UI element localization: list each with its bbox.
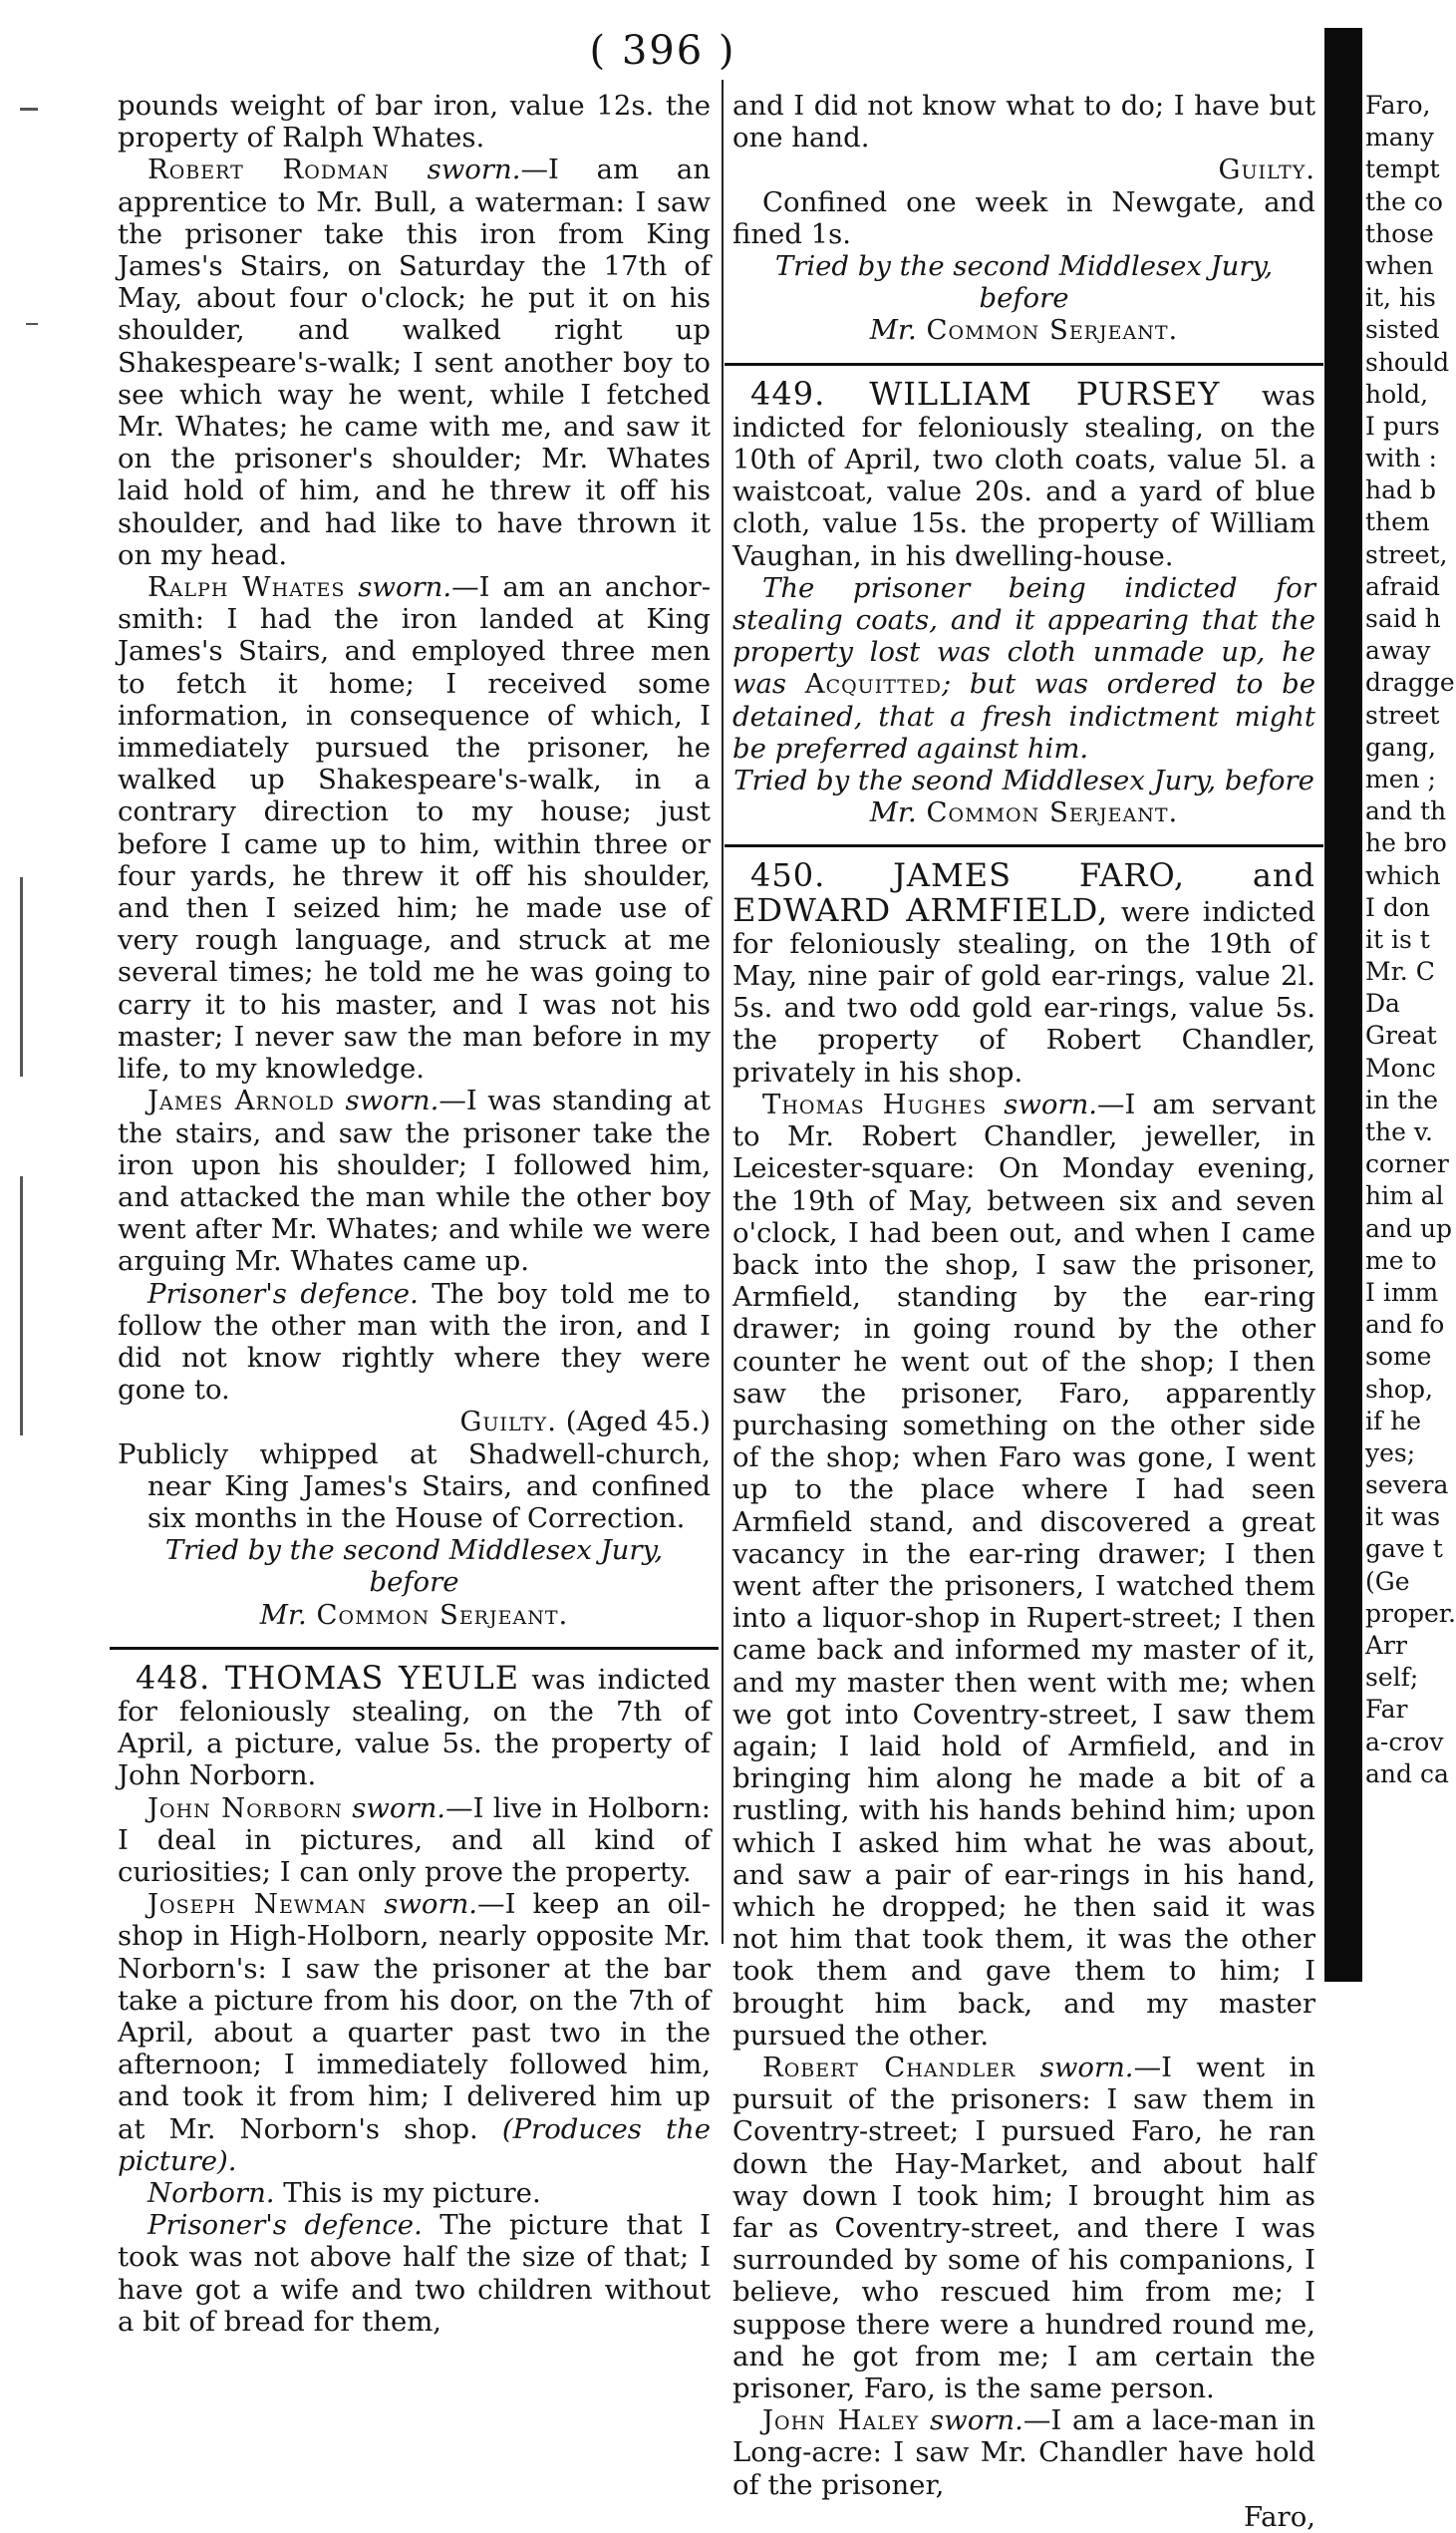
next-page-line: corner (1365, 1149, 1449, 1179)
italic-text: sworn. (987, 1088, 1098, 1120)
next-page-line: Far (1365, 1695, 1408, 1725)
paragraph (118, 2177, 711, 2209)
page-number: ( 396 ) (589, 28, 736, 74)
italic-text: sworn. (342, 1791, 446, 1824)
next-page-line: self; (1365, 1663, 1419, 1693)
text-run: pounds weight of bar iron, value 12s. the property of Ralph Whates. (118, 90, 711, 155)
paragraph (732, 572, 1315, 765)
next-page-line: yes; (1365, 1437, 1416, 1467)
section-rule (110, 1647, 719, 1650)
next-page-line: if he (1365, 1406, 1422, 1435)
witness-name: John Haley (762, 2404, 920, 2437)
next-page-line: which (1365, 860, 1441, 890)
next-page-line: men ; (1365, 764, 1436, 793)
witness-name: Common Serjeant. (916, 796, 1179, 829)
next-page-line: I don (1365, 892, 1430, 922)
next-page-line: dragge (1365, 668, 1455, 698)
next-page-line: street, (1365, 539, 1448, 569)
text-run: The boy told me to follow the other man with the iron, and I did not know rightly where they were gone to. (118, 1277, 712, 1407)
paragraph (118, 1278, 711, 1407)
paragraph (118, 1406, 711, 1437)
jury-note (118, 1534, 711, 1598)
scan-margin-marks (0, 0, 40, 2103)
next-page-line: proper. (1365, 1598, 1456, 1628)
next-page-line: the co (1365, 186, 1443, 216)
italic-text: sworn. (367, 1888, 478, 1921)
text-run: This is my picture. (274, 2177, 541, 2209)
text-run: —I am an apprentice to Mr. Bull, a waterman: I saw the prisoner take this iron from King James's Stairs, on Saturday the 17th of May, about four o'clock; he put it on his shoulder, and walked right up Shakespeare's-walk; I sent another boy to see which way he went, while I fetched Mr. Whates; he came with me, and saw it on the prisoner's shoulder; Mr. Whates laid hold of him, and he threw it off his shoulder, and had like to have thrown it on my head. (118, 154, 711, 571)
paragraph (118, 1438, 711, 1535)
italic-text: Prisoner's defence. (147, 2209, 423, 2242)
paragraph (732, 2501, 1315, 2533)
italic-text: Prisoner's defence. (147, 1277, 419, 1310)
italic-text: Mr. (259, 1598, 307, 1631)
italic-text: sworn. (1016, 2051, 1134, 2083)
next-page-line: said h (1365, 604, 1441, 633)
witness-name: Guilty. (459, 1406, 557, 1438)
italic-text: Tried by the seond Middlesex Jury, before (733, 765, 1314, 797)
italic-text: sworn. (389, 154, 521, 186)
next-page-line: Monc (1365, 1053, 1436, 1083)
text-run: —I keep an oil-shop in High-Holborn, nearly opposite Mr. Norborn's: I saw the prisoner at the bar take a picture from his door, on the 7th of April, about a quarter past two in the afternoon; I immediately followed him, and took it from him; I delivered him up at Mr. Norborn's shop. (118, 1888, 711, 2145)
paragraph (732, 1089, 1315, 2052)
italic-text: sworn. (334, 1085, 439, 1117)
italic-text: ; but was ordered to be detained, that a fresh indictment might be preferred against him. (732, 668, 1315, 765)
italic-text: Mr. (869, 796, 917, 829)
next-page-line: Da (1365, 989, 1400, 1019)
text-run: The picture that I took was not above half the size of that; I have got a wife and two children without a bit of bread for them, (118, 2209, 711, 2338)
next-page-line: away (1365, 636, 1431, 666)
next-page-line: I imm (1365, 1277, 1439, 1307)
next-page-line: it, his (1365, 283, 1436, 313)
text-run: (Aged 45.) (556, 1406, 711, 1438)
witness-name: Joseph Newman (147, 1888, 368, 1921)
witness-name: Common Serjeant. (916, 314, 1179, 347)
next-page-line: shop, (1365, 1374, 1433, 1404)
case-number-name: 448. THOMAS YEULE (136, 1658, 520, 1697)
section-rule (725, 844, 1323, 847)
next-page-line: hold, (1365, 379, 1429, 409)
witness-name: Thomas Hughes (762, 1088, 988, 1120)
next-page-line: a-crov (1365, 1727, 1444, 1756)
next-page-line: and fo (1365, 1310, 1445, 1340)
text-run: —I live in Holborn: I deal in pictures, and all kind of curiosities; I can only prove the property. (118, 1791, 711, 1888)
next-page-line: street (1365, 700, 1440, 730)
paragraph (118, 1085, 711, 1277)
paragraph (118, 90, 711, 154)
paragraph (118, 154, 711, 571)
text-run: Faro, (1243, 2500, 1315, 2533)
paragraph (732, 2404, 1315, 2501)
case-heading (732, 374, 1315, 572)
text-run: —I was standing at the stairs, and saw the prisoner take the iron upon his shoulder; I followed him, and attacked the man while the other boy went after Mr. Whates; and while we were arguing Mr. Whates came up. (118, 1085, 711, 1278)
next-page-line: many (1365, 123, 1434, 153)
jury-note (118, 1599, 711, 1631)
next-page-fragment (1365, 90, 1456, 1984)
case-heading (118, 1658, 712, 1792)
paragraph (118, 571, 711, 1085)
italic-text: sworn. (919, 2404, 1023, 2437)
paragraph (118, 1888, 711, 2177)
next-page-line: and ca (1365, 1758, 1449, 1788)
text-run: Confined one week in Newgate, and fined 1s. (732, 185, 1315, 250)
next-page-line: should (1365, 347, 1450, 377)
paragraph (732, 90, 1315, 154)
next-page-line: severa (1365, 1470, 1449, 1500)
next-page-line: he bro (1365, 828, 1447, 858)
italic-text: (Produces the picture). (118, 2112, 711, 2177)
next-page-line: and th (1365, 796, 1447, 826)
text-run: —I am a lace-man in Long-acre: I saw Mr. Chandler have hold of the prisoner, (732, 2404, 1315, 2501)
text-run: —I am servant to Mr. Robert Chandler, jeweller, in Leicester-square: On Monday evening, the 19th of May, between six and seven o'clock, I had been out, and when I came back into the shop, I saw the prisoner, Armfield, standing by the ear-ring drawer; in going round by the other counter he went out of the shop; I then saw the prisoner, Faro, apparently purchasing something on the other side of the shop; when Faro was gone, I went up to the place where I had seen Armfield stand, and discovered a great vacancy in the ear-ring drawer; I then went after the prisoners, I watched them into a liquor-shop in Rupert-street; I then came back and informed my master of it, and my master then went with me; when we got into Coventry-street, I saw them again; I laid hold of Armfield, and in bringing him along he made a bit of a rustling, with his hands behind him; upon which I asked him what he was about, and saw a pair of ear-rings in his hand, which he dropped; he then said it was not him that took them, it was the other took them and gave them to him; I brought him back, and my master pursued the other. (732, 1088, 1315, 2052)
text-run: —I am an anchor-smith: I had the iron landed at King James's Stairs, and employed three men to fetch it home; I received some information, in consequence of which, I immediately pursued the prisoner, he walked up Shakespeare's-walk, in a contrary direction to my house; just before I came up to him, within three or four yards, he threw it off his shoulder, and then I seized him; he made use of very rough language, and struck at me several times; he told me he was going to carry it to his master, and I was not his master; I never saw the man before in my life, to my knowledge. (118, 571, 711, 1086)
paragraph (732, 186, 1315, 250)
jury-note (732, 765, 1315, 796)
witness-name: Robert Chandler (762, 2051, 1017, 2083)
next-page-line: sisted (1365, 315, 1440, 345)
next-page-line: Arr (1365, 1631, 1407, 1660)
case-heading (732, 856, 1316, 1089)
paragraph (118, 2209, 711, 2338)
text-run: were indicted for feloniously stealing, on the 19th of May, nine pair of gold ear-rings, value 2l. 5s. and two odd gold ear-rings, value 5s. the property of Robert Chandler, privately in his shop. (732, 895, 1316, 1089)
paragraph (118, 1792, 711, 1889)
next-page-line: it was (1365, 1502, 1441, 1532)
next-page-line: I purs (1365, 411, 1440, 441)
text-run: was indicted for feloniously stealing, on the 7th of April, a picture, value 5s. the property of John Norborn. (118, 1663, 712, 1792)
witness-name: Ralph Whates (147, 571, 346, 604)
next-page-line: him al (1365, 1181, 1444, 1211)
text-run: was indicted for feloniously stealing, on the 10th of April, two cloth coats, value 5l. a waistcoat, value 20s. and a yard of blue cloth, value 15s. the property of William Vaughan, in his dwelling-house. (732, 379, 1315, 572)
next-page-line: Mr. C (1365, 957, 1435, 987)
witness-name: James Arnold (147, 1085, 335, 1117)
jury-note (732, 250, 1315, 314)
paragraph (732, 154, 1315, 185)
jury-note (732, 796, 1315, 828)
next-page-line: it is t (1365, 924, 1430, 954)
next-page-line: me to (1365, 1245, 1437, 1275)
right-column (732, 90, 1315, 2533)
next-page-line: those (1365, 218, 1434, 248)
text-run: —I went in pursuit of the prisoners: I saw them in Coventry-street; I pursued Faro, he ran down the Hay-Market, and about half way down I took him; I brought him as far as Coventry-street, and there I was surrounded by some of his companions, I believe, who rescued him from me; I suppose there were a hundred round me, and he got from me; I am certain the prisoner, Faro, is the same person. (732, 2051, 1315, 2405)
case-number-name: 450. JAMES FARO, and EDWARD ARMFIELD, (732, 856, 1315, 929)
next-page-line: Great (1365, 1021, 1437, 1051)
witness-name: Robert Rodman (147, 154, 390, 186)
next-page-line: had b (1365, 475, 1436, 505)
next-page-line: tempt (1365, 155, 1440, 184)
italic-text: Norborn. (147, 2177, 275, 2209)
next-page-line: and up (1365, 1213, 1453, 1243)
italic-text: Tried by the second Middlesex Jury, before (774, 250, 1274, 315)
next-page-line: the v. (1365, 1117, 1433, 1146)
italic-text: sworn. (345, 571, 452, 604)
next-page-line: some (1365, 1342, 1432, 1372)
italic-text: Tried by the second Middlesex Jury, before (164, 1534, 664, 1599)
case-number-name: 449. WILLIAM PURSEY (750, 374, 1221, 413)
text-run: and I did not know what to do; I have but one hand. (732, 90, 1315, 155)
witness-name: Acquitted (804, 668, 942, 701)
next-page-line: with : (1365, 444, 1437, 474)
next-page-line: (Ge (1365, 1566, 1410, 1596)
witness-name: John Norborn (147, 1791, 343, 1824)
paragraph (732, 2052, 1315, 2404)
section-rule (725, 363, 1323, 366)
next-page-line: gave t (1365, 1534, 1443, 1564)
witness-name: Guilty. (1218, 154, 1315, 186)
next-page-line: Faro, (1365, 91, 1431, 120)
next-page-line: gang, (1365, 732, 1436, 762)
page-edge-shadow (1324, 28, 1362, 1982)
jury-note (732, 314, 1315, 346)
next-page-line: in the (1365, 1085, 1438, 1114)
text-run: Publicly whipped at Shadwell-church, near King James's Stairs, and confined six months in the House of Correction. (118, 1437, 711, 1534)
next-page-line: afraid (1365, 571, 1441, 601)
italic-text: The prisoner being indicted for stealing coats, and it appearing that the property lost was cloth unmade up, he was (732, 571, 1315, 701)
column-divider (722, 80, 724, 1944)
italic-text: Mr. (869, 314, 917, 347)
witness-name: Common Serjeant. (306, 1598, 569, 1631)
next-page-line: them (1365, 507, 1430, 537)
next-page-line: when (1365, 250, 1434, 280)
left-column (118, 90, 711, 2338)
